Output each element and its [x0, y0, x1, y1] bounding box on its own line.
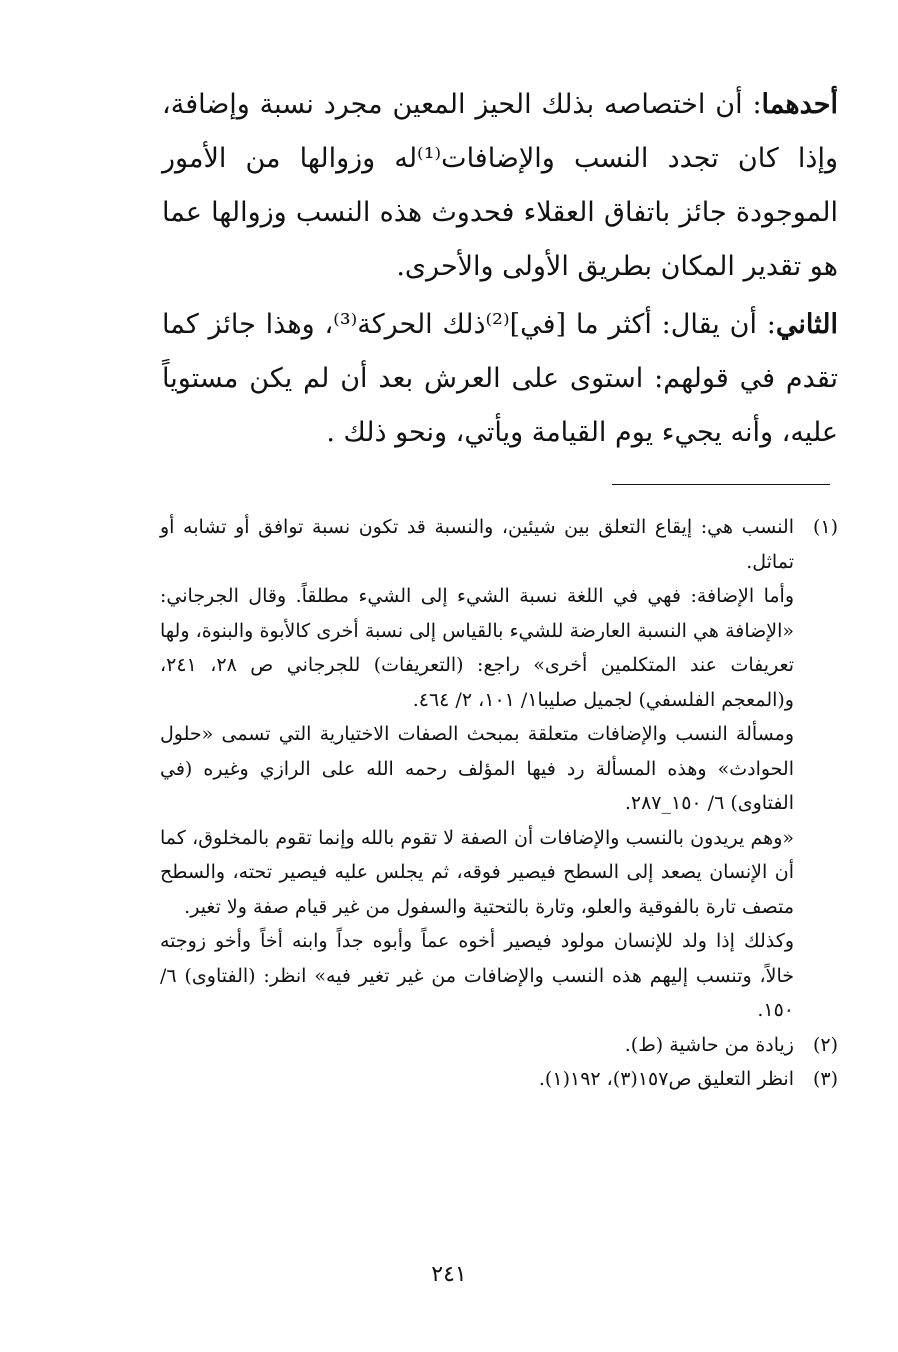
- paragraph-text: : أن اختصاصه بذلك الحيز المعين مجرد نسبة وإضافة، وإذا كان تجدد النسب والإضافات⁽¹⁾له وزوالها من الأمور الموجودة جائز باتفاق العقلاء فحدوث هذه النسب وزوالها عما هو تقدير المكان بطريق الأولى والأحرى.: [162, 89, 838, 282]
- paragraph-text: : أن يقال: أكثر ما [في]⁽²⁾ذلك الحركة⁽³⁾، وهذا جائز كما تقدم في قولهم: استوى على العرش بعد أن لم يكن مستوياً عليه، وأنه يجيء يوم القيامة ويأتي، ونحو ذلك .: [162, 309, 838, 448]
- footnote-paragraph: زيادة من حاشية (ط).: [624, 1033, 794, 1056]
- page-number: ٢٤١: [431, 1262, 467, 1287]
- footnote-number: (٢): [812, 1033, 838, 1056]
- paragraph-lead-word: أحدهما: [761, 89, 838, 120]
- main-paragraph-2: [162, 298, 838, 460]
- main-paragraph-1: [162, 78, 838, 294]
- footnote-paragraph: وكذلك إذا ولد للإنسان مولود فيصير أخوه عماً وأبوه جداً وابنه أخاً وأخو زوجته خالاً، وتنسب إليهم هذه النسب والإضافات من غير تغير فيه» انظر: (الفتاوى) ٦/ ١٥٠.: [160, 930, 794, 1021]
- footnote-paragraph: انظر التعليق ص١٥٧(٣)، ١٩٢(١).: [538, 1068, 794, 1090]
- footnote-number: (١): [812, 516, 838, 538]
- paragraph-lead-word: الثاني: [775, 309, 838, 340]
- footnote-paragraph: ومسألة النسب والإضافات متعلقة بمبحث الصفات الاختيارية التي تسمى «حلول الحوادث» وهذه المسألة رد فيها المؤلف رحمه الله على الرازي وغيره (في الفتاوى) ٦/ ١٥٠_٢٨٧.: [160, 723, 794, 814]
- footnote-paragraph: وأما الإضافة: فهي في اللغة نسبة الشيء إلى الشيء مطلقاً. وقال الجرجاني: «الإضافة هي النسبة العارضة للشيء بالقياس إلى نسبة أخرى كالأبوة والبنوة، ولها تعريفات عند المتكلمين أخرى» راجع: (التعريفات) للجرجاني ص ٢٨، ٢٤١، و(المعجم الفلسفي) لجميل صليبا١/ ١٠١، ٢/ ٤٦٤.: [160, 585, 795, 711]
- footnote-number: (٣): [812, 1068, 838, 1090]
- main-text: [162, 78, 838, 464]
- footnote-body: [160, 510, 794, 1028]
- footnote-3: [160, 1062, 838, 1097]
- footnotes: [160, 510, 838, 1097]
- footnote-paragraph: النسب هي: إيقاع التعلق بين شيئين، والنسبة قد تكون نسبة توافق أو تشابه أو تماثل.: [160, 516, 794, 573]
- footnote-2: [160, 1028, 838, 1063]
- footnote-body: [160, 1062, 794, 1097]
- footnote-body: [160, 1028, 794, 1063]
- footnote-separator: [612, 484, 830, 485]
- footnote-paragraph: «وهم يريدون بالنسب والإضافات أن الصفة لا تقوم بالله وإنما تقوم بالمخلوق، كما أن الإنسان يصعد إلى السطح فيصير فوقه، ثم يجلس عليه فيصير تحته، والسطح متصف تارة بالفوقية والعلو، وتارة بالتحتية والسفول من غير قيام صفة ولا تغير.: [160, 826, 794, 918]
- footnote-1: [160, 510, 838, 1028]
